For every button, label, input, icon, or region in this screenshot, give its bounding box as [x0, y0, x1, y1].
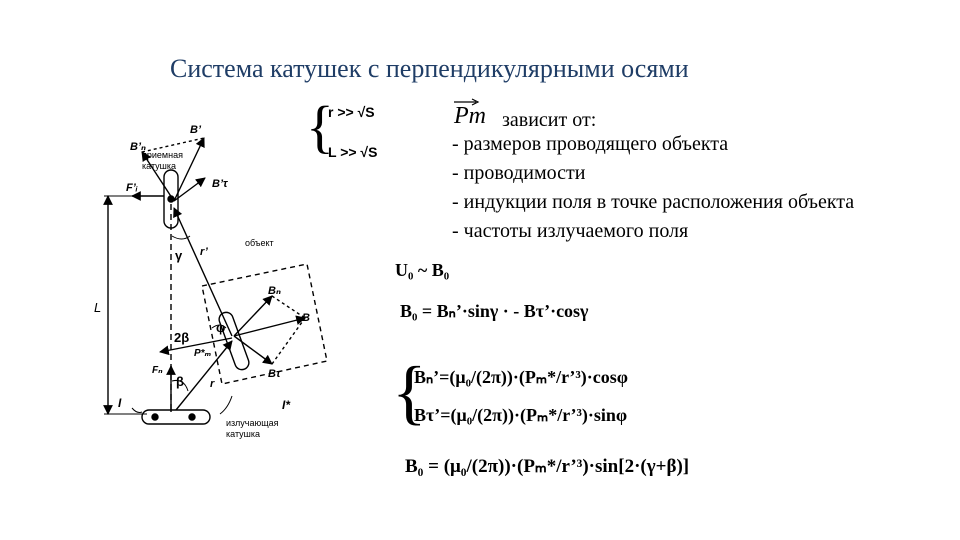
- dependency-item: - индукции поля в точке расположения объекта: [452, 191, 855, 213]
- label-emitting-coil-1: излучающая: [226, 418, 279, 428]
- dependency-block: [452, 100, 854, 246]
- condition-r: r >> √S: [328, 104, 375, 120]
- label-beta: β: [176, 374, 184, 389]
- label-I: I: [118, 396, 122, 410]
- label-object: объект: [245, 238, 274, 248]
- label-I-star: I*: [282, 398, 291, 412]
- dependency-item: - проводимости: [452, 162, 586, 184]
- label-Bn-prime: B’ₙ: [130, 141, 147, 153]
- label-Fn: Fₙ: [152, 365, 163, 376]
- slide-title: Система катушек с перпендикулярными осями: [170, 54, 689, 83]
- pm-symbol: Pm: [454, 103, 486, 129]
- label-receiving-coil-2: катушка: [142, 161, 177, 171]
- formula-bn-prime: Bₙ’=(μ₀/(2π))·(Pₘ*/r’³)·cosφ: [414, 367, 629, 387]
- label-B: B: [302, 312, 310, 324]
- label-phi: φ: [216, 320, 226, 335]
- formula-brace: {: [392, 352, 427, 432]
- emitting-coil: [142, 410, 210, 424]
- dependency-item: - размеров проводящего объекта: [452, 133, 729, 155]
- label-2beta: 2β: [174, 330, 190, 345]
- label-gamma: γ: [175, 248, 183, 263]
- label-B-prime: B’: [190, 124, 201, 136]
- label-receiving-coil-1: приемная: [142, 150, 183, 160]
- vector-Btau: [234, 336, 272, 364]
- label-r: r: [210, 378, 215, 390]
- label-emitting-coil-2: катушка: [226, 429, 261, 439]
- formula-btau-prime: Bτ’=(μ₀/(2π))·(Pₘ*/r’³)·sinφ: [414, 405, 628, 425]
- label-Pm-star: P*ₘ: [194, 348, 212, 359]
- label-r-prime: r’: [200, 246, 208, 258]
- formula-u0: U₀ ~ B₀: [395, 260, 450, 280]
- condition-L: L >> √S: [328, 144, 378, 160]
- formula-b0-components: B₀ = Bₙ’·sinγ · - Bτ’·cosγ: [400, 301, 589, 321]
- label-Fi: F’ᵢ: [126, 182, 138, 194]
- conditions-brace: {: [306, 94, 334, 159]
- label-Bn: Bₙ: [268, 285, 281, 297]
- label-Btau-prime: B’τ: [212, 178, 228, 190]
- dependency-item: - частоты излучаемого поля: [452, 220, 689, 242]
- formula-b0-final: B₀ = (μ₀/(2π))·(Pₘ*/r’³)·sin[2·(γ+β)]: [405, 456, 690, 477]
- label-L: L: [94, 300, 102, 315]
- vector-Bn: [234, 296, 272, 336]
- vector-r-prime: [174, 208, 232, 336]
- dependency-label: зависит от:: [502, 109, 597, 131]
- label-Btau: Bτ: [268, 368, 281, 380]
